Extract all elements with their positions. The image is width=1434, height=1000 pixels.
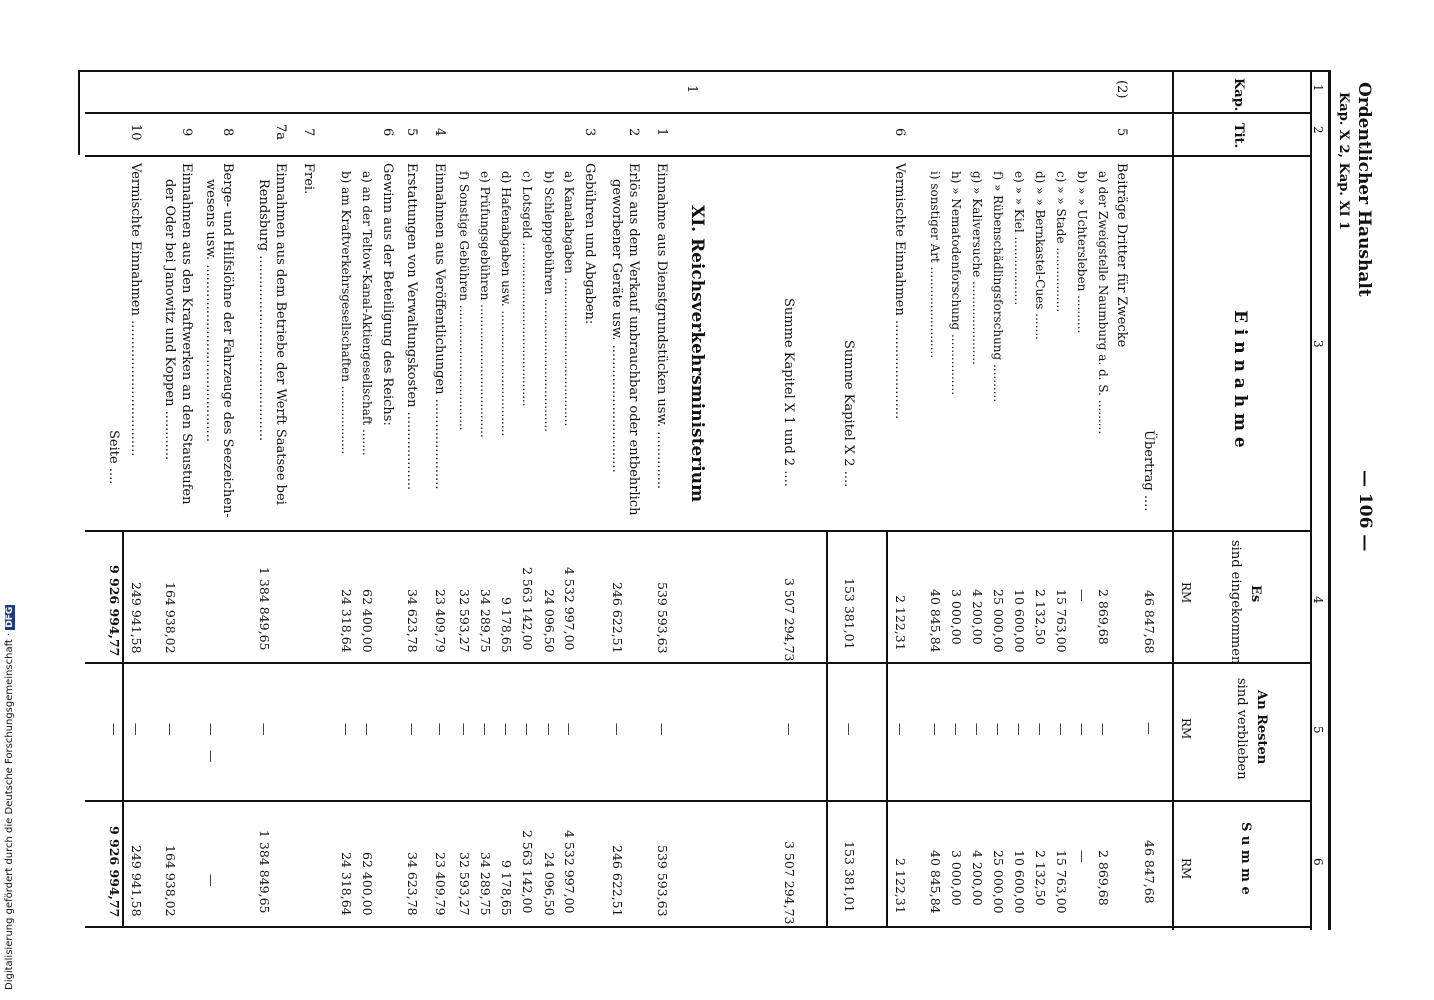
row-15-summe: 1 384 849,65	[257, 830, 272, 914]
row-14-label: Frei.	[301, 163, 316, 195]
row-3-summe: 4 532 997,00	[562, 830, 577, 914]
row-1-amount: 246 622,51	[610, 582, 625, 654]
header-left-edge	[78, 70, 80, 155]
row-2-tit: 3	[582, 128, 597, 137]
seite-rule	[122, 530, 124, 926]
summe-x12-label: Summe Kapitel X 1 und 2 ....	[781, 298, 796, 487]
table-top-rule	[78, 70, 1330, 72]
col5-unit: RM	[1179, 718, 1193, 740]
item-4-label: e) » » Kiel ..................	[1012, 171, 1026, 306]
row-17-amount: 164 938,02	[163, 582, 178, 654]
row-12-amount: 62 400,00	[360, 589, 375, 653]
item-1-rest-dash: —	[1075, 723, 1090, 736]
row-14-tit: 7	[301, 128, 316, 137]
row-1-summe: 246 622,51	[610, 845, 625, 917]
item-7-summe: 3 000,00	[949, 850, 964, 906]
row-6-rest-dash: —	[499, 723, 514, 736]
row-0-tit: 1	[654, 128, 669, 137]
row-8-summe: 32 593,27	[457, 852, 472, 916]
seite-amount: 9 926 994,77	[107, 565, 122, 657]
column-number-5: 5	[1311, 726, 1325, 734]
column-number-3: 3	[1311, 340, 1325, 348]
row-0-label: Einnahme aus Dienstgrundstücken usw. ..............	[654, 163, 669, 490]
item-2-summe: 15 763,00	[1054, 850, 1069, 914]
row-9-label: Einnahmen aus Veröffentlichungen ......................	[432, 163, 447, 490]
sum-x2-top-rule	[886, 530, 888, 926]
row-6-label: d) Hafenabgaben usw. .................................	[499, 171, 513, 437]
row-18-tit: 10	[128, 124, 143, 141]
item-1-amount: —	[1075, 589, 1090, 602]
row-13-summe: 24 318,64	[339, 852, 354, 916]
footer-text: Digitalisierung gefördert durch die Deutsche Forschungsgemeinschaft ·	[4, 632, 15, 990]
page-number: — 106 —	[1355, 470, 1375, 552]
col6-unit: RM	[1179, 858, 1193, 880]
row-1-label: Erlös aus dem Verkauf unbrauchbar oder entbehrlich	[626, 163, 641, 516]
tit-column-rule	[85, 155, 1311, 157]
row-12-rest-dash: —	[360, 723, 375, 736]
table-bottom-rule	[85, 926, 1311, 928]
row-13-label: b) am Kraftverkehrsgesellschaften ..................	[339, 171, 353, 455]
item-2-rest-dash: —	[1054, 723, 1069, 736]
item-8-amount: 40 845,84	[928, 589, 943, 653]
row-3-label: a) Kanalabgaben .......................................	[562, 171, 576, 427]
dfg-logo: DFG	[5, 606, 15, 628]
col4-header-line2: sind eingekommen	[1228, 540, 1243, 665]
uebertrag-rest-dash: —	[1142, 722, 1157, 735]
row-6-amount: 9 178,65	[499, 596, 514, 653]
row-1-label-2: geworbener Geräte usw. ...............................	[609, 179, 624, 473]
item-6-rest-dash: —	[970, 723, 985, 736]
row-16-label-2: wesens usw. ...........................................	[203, 179, 218, 442]
row-13-amount: 24 318,64	[339, 589, 354, 653]
tit-6-number: 6	[892, 128, 907, 137]
column-number-1: 1	[1311, 84, 1325, 92]
uebertrag-label: Übertrag ....	[1141, 430, 1156, 512]
item-7-label: h) » Nematodenforschung ................	[949, 171, 963, 396]
ministry-title: XI. Reichsverkehrsministerium	[687, 205, 707, 503]
row-11-tit: 6	[380, 128, 395, 137]
col5-header-line1: An Resten	[1254, 690, 1269, 765]
summe-x2-label: Summe Kapitel X 2 ....	[841, 340, 856, 488]
document-title: Ordentlicher Haushalt	[1354, 82, 1374, 297]
summe-x2-summe: 153 381,01	[842, 841, 857, 913]
sum-x2-bottom-rule	[826, 530, 828, 926]
row-16-summe: —	[204, 874, 219, 887]
item-5-summe: 25 000,00	[991, 850, 1006, 914]
item-4-rest-dash: —	[1012, 723, 1027, 736]
tit-6-rest-dash: —	[893, 723, 908, 736]
item-2-label: c) » » Stade .................	[1054, 171, 1068, 313]
item-0-rest-dash: —	[1096, 723, 1111, 736]
row-11-label: Gewinn aus der Beteiligung des Reichs:	[380, 163, 395, 426]
row-8-label: f) Sonstige Gebühren .................................	[457, 171, 471, 431]
row-15-amount: 1 384 849,65	[257, 567, 272, 651]
item-2-amount: 15 763,00	[1054, 589, 1069, 653]
summe-x12-summe: 3 507 294,73	[782, 841, 797, 925]
row-10-summe: 34 623,78	[405, 852, 420, 916]
row-17-tit: 9	[179, 128, 194, 137]
einnahme-column-rule	[85, 530, 1311, 532]
item-7-rest-dash: —	[949, 723, 964, 736]
row-16-rest-dash: —	[204, 723, 219, 736]
row-7-label: e) Prüfungsgebühren ...................................	[478, 171, 492, 438]
kap-xi-1-number: 1	[684, 85, 699, 94]
row-18-rest-dash: —	[129, 723, 144, 736]
kap-2-marker: (2)	[1114, 80, 1129, 99]
row-16-tit: 8	[220, 128, 235, 137]
item-0-amount: 2 869,68	[1096, 589, 1111, 645]
seite-summe: 9 926 994,77	[107, 826, 122, 918]
row-18-label: Vermischte Einnahmen .................................	[128, 163, 143, 457]
row-16-amount: —	[204, 750, 219, 763]
row-18-amount: 249 941,58	[129, 582, 144, 654]
item-0-summe: 2 869,68	[1096, 850, 1111, 906]
item-3-label: d) » » Bernkastel-Cues .......	[1033, 171, 1047, 340]
item-6-amount: 4 200,00	[970, 589, 985, 645]
item-5-rest-dash: —	[991, 723, 1006, 736]
item-0-label: a) der Zweigstelle Naumburg a. d. S. .........	[1096, 171, 1110, 435]
row-8-amount: 32 593,27	[457, 589, 472, 653]
item-3-rest-dash: —	[1033, 723, 1048, 736]
row-7-rest-dash: —	[478, 723, 493, 736]
row-7-amount: 34 289,75	[478, 589, 493, 653]
row-16-label: Berge- und Hilfslöhne der Fahrzeuge des Seezeichen-	[220, 163, 235, 518]
seite-label: Seite ....	[106, 430, 121, 485]
item-4-summe: 10 600,00	[1012, 850, 1027, 914]
kap-header: Kap.	[1231, 78, 1246, 112]
row-4-summe: 24 096,50	[542, 852, 557, 916]
row-18-summe: 249 941,58	[129, 845, 144, 917]
item-3-summe: 2 132,50	[1033, 850, 1048, 906]
row-10-amount: 34 623,78	[405, 589, 420, 653]
item-6-summe: 4 200,00	[970, 850, 985, 906]
tit-5-number: 5	[1114, 128, 1129, 137]
row-17-summe: 164 938,02	[163, 845, 178, 917]
row-17-label: Einnahmen aus den Kraftwerken an den Staustufen	[179, 163, 194, 505]
row-8-rest-dash: —	[457, 723, 472, 736]
row-9-amount: 23 409,79	[433, 589, 448, 653]
row-12-summe: 62 400,00	[360, 852, 375, 916]
row-0-rest-dash: —	[655, 723, 670, 736]
summe-x2-amount: 153 381,01	[842, 578, 857, 650]
uebertrag-summe: 46 847,68	[1142, 840, 1157, 904]
row-15-label: Einnahmen aus dem Betriebe der Werft Saatsee bei	[273, 163, 288, 505]
col4-unit: RM	[1179, 582, 1193, 604]
seite-rest-dash: —	[107, 723, 122, 736]
row-17-rest-dash: —	[163, 723, 178, 736]
row-9-summe: 23 409,79	[433, 852, 448, 916]
row-13-rest-dash: —	[339, 723, 354, 736]
row-7-summe: 34 289,75	[478, 852, 493, 916]
table-right-edge	[1328, 70, 1331, 930]
row-0-summe: 539 593,63	[655, 845, 670, 917]
item-7-amount: 3 000,00	[949, 589, 964, 645]
col5-header-line2: sind verblieben	[1234, 678, 1249, 780]
row-5-label: c) Lotsgeld ...........................................	[520, 171, 534, 407]
column-number-6: 6	[1311, 858, 1325, 866]
row-12-label: a) an der Teltow-Kanal-Aktiengesellschaft .......	[360, 171, 374, 456]
col6-header: S u m m e	[1238, 822, 1253, 895]
summe-x12-amount: 3 507 294,73	[782, 578, 797, 662]
row-15-label-2: Rendsburg .............................................	[256, 179, 271, 442]
col4-header-line1: Es	[1248, 585, 1263, 603]
col5-column-rule	[85, 800, 1311, 802]
row-5-summe: 2 563 142,00	[520, 830, 535, 914]
row-9-rest-dash: —	[433, 723, 448, 736]
digitization-footer	[4, 605, 15, 990]
row-15-tit: 7a	[273, 124, 288, 141]
row-2-label: Gebühren und Abgaben:	[582, 163, 597, 325]
row-15-rest-dash: —	[257, 723, 272, 736]
row-10-rest-dash: —	[405, 723, 420, 736]
item-3-amount: 2 132,50	[1033, 589, 1048, 645]
row-3-rest-dash: —	[562, 723, 577, 736]
row-6-summe: 9 178,65	[499, 859, 514, 916]
item-1-summe: —	[1075, 850, 1090, 863]
item-1-label: b) » » Uchtersleben ..........	[1075, 171, 1089, 334]
column-number-2: 2	[1311, 126, 1325, 134]
tit-6-label: Vermischte Einnahmen ........................	[892, 163, 907, 420]
row-1-tit: 2	[626, 128, 641, 137]
document-subtitle: Kap. X 2, Kap. XI 1	[1336, 92, 1351, 231]
item-8-label: i) sonstiger Art ........................	[928, 171, 942, 359]
row-0-amount: 539 593,63	[655, 582, 670, 654]
summe-x2-rest-dash: —	[842, 723, 857, 736]
tit-6-amount: 2 122,31	[893, 595, 908, 651]
tit-6-summe: 2 122,31	[893, 858, 908, 914]
item-5-amount: 25 000,00	[991, 589, 1006, 653]
item-5-label: f) » Rübenschädlingsforschung ..........	[991, 171, 1005, 403]
row-3-amount: 4 532 997,00	[562, 567, 577, 651]
column-number-4: 4	[1311, 596, 1325, 604]
row-5-rest-dash: —	[520, 723, 535, 736]
item-8-rest-dash: —	[928, 723, 943, 736]
row-4-amount: 24 096,50	[542, 589, 557, 653]
einnahme-header: E i n n a h m e	[1230, 310, 1250, 448]
summe-x12-rest-dash: —	[782, 723, 797, 736]
item-6-label: g) » Kaliversuche ......................	[970, 171, 984, 365]
kap-column-rule	[85, 112, 1311, 114]
row-4-label: b) Schleppgebühren ...................................	[542, 171, 556, 432]
row-9-tit: 4	[432, 128, 447, 137]
col4-column-rule	[85, 662, 1311, 664]
row-17-label-2: der Oder bei Janowitz und Koppen ............	[162, 179, 177, 461]
row-1-rest-dash: —	[610, 723, 625, 736]
row-4-rest-dash: —	[542, 723, 557, 736]
item-4-amount: 10 600,00	[1012, 589, 1027, 653]
tit-5-label: Beiträge Dritter für Zwecke	[1114, 163, 1129, 348]
tit-header: Tit.	[1231, 123, 1246, 149]
row-10-tit: 5	[404, 128, 419, 137]
item-8-summe: 40 845,84	[928, 850, 943, 914]
row-10-label: Erstattungen von Verwaltungskosten ...................	[404, 163, 419, 491]
row-5-amount: 2 563 142,00	[520, 567, 535, 651]
uebertrag-amount: 46 847,68	[1142, 590, 1157, 654]
